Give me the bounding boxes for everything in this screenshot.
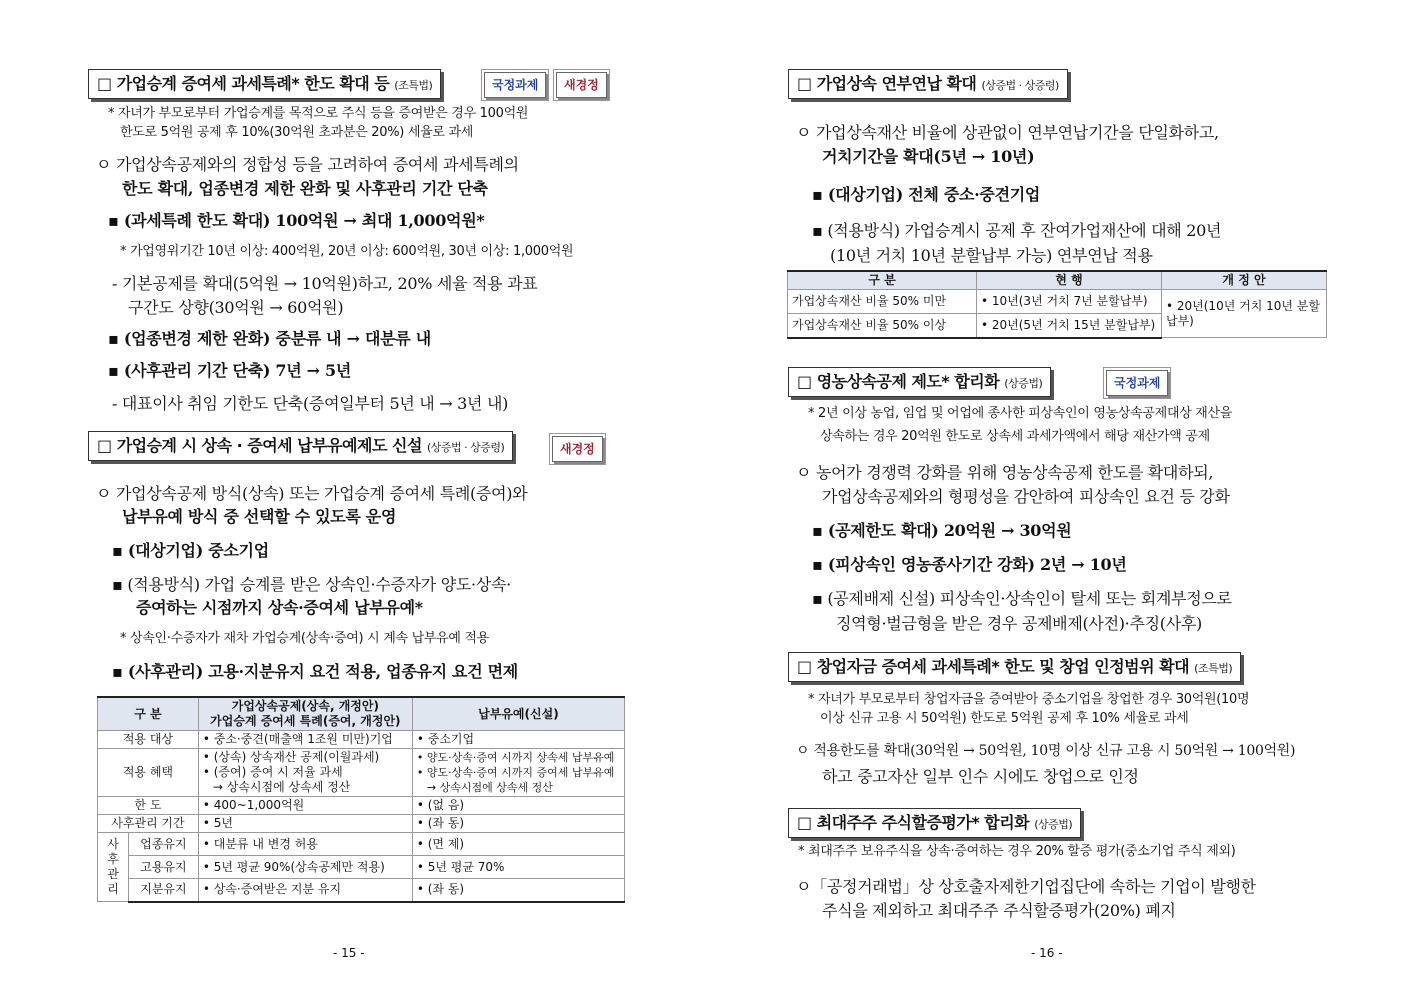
table-cell: • (없 음) xyxy=(412,797,624,815)
section-title-text: □ 가업승계 시 상속 · 증여세 납부유예제도 신설 xyxy=(97,436,422,455)
note-line: * 자녀가 부모로부터 가업승계를 목적으로 주식 등을 증여받은 경우 100억원 xyxy=(108,106,529,121)
paragraph-line: ㅇ「공정거래법」상 상호출자제한기업집단에 속하는 기업이 발행한 xyxy=(796,877,1256,896)
bullet-line: ▪ (업종변경 제한 완화) 중분류 내 → 대분류 내 xyxy=(108,329,431,348)
tag-new-economy: 새경정 xyxy=(556,72,607,98)
table-row xyxy=(98,879,625,902)
section-title-farming xyxy=(788,367,1051,397)
note-line: 한도로 5억원 공제 후 10%(30억원 초과분은 20%) 세율로 과세 xyxy=(120,125,474,140)
section-title-installment xyxy=(788,69,1068,99)
bullet-line: ▪ (적용방식) 가업 승계를 받은 상속인·수증자가 양도·상속· xyxy=(112,575,511,594)
section-title-gift-tax-special xyxy=(88,69,441,99)
table-header: 개 정 안 xyxy=(1162,271,1327,290)
table-row xyxy=(98,815,625,833)
note-line: * 2년 이상 농업, 임업 및 어업에 종사한 피상속인이 영농상속공제대상 재산을 xyxy=(808,406,1233,421)
installment-table xyxy=(787,270,1327,339)
paragraph-line: ㅇ 농어가 경쟁력 강화를 위해 영농상속공제 한도를 확대하되, xyxy=(796,463,1214,482)
table-row xyxy=(98,797,625,815)
table-cell: 고용유지 xyxy=(129,856,199,879)
section-title-payment-deferral xyxy=(88,431,513,461)
table-row xyxy=(98,749,625,797)
table-cell: 적용 대상 xyxy=(98,731,199,749)
table-row xyxy=(98,731,625,749)
table-cell: • 20년(10년 거치 10년 분할납부) xyxy=(1162,290,1327,338)
page-right xyxy=(700,0,1403,992)
paragraph-line: 가업상속공제와의 형평성을 감안하여 피상속인 요건 등 강화 xyxy=(822,487,1230,506)
bullet-line: ▪ (공제한도 확대) 20억원 → 30억원 xyxy=(812,521,1072,540)
table-cell: 적용 혜택 xyxy=(98,749,199,797)
table-row xyxy=(98,833,625,856)
paragraph-line: 납부유예 방식 중 선택할 수 있도록 운영 xyxy=(122,507,397,526)
bullet-line: ▪ (대상기업) 전체 중소·중견기업 xyxy=(812,185,1041,204)
header-line: 가업승계 증여세 특례(증여, 개정안) xyxy=(210,714,401,728)
note-line: 이상 신규 고용 시 50억원) 한도로 5억원 공제 후 10% 세율로 과세 xyxy=(820,711,1189,726)
section-title-text: □ 창업자금 증여세 과세특례* 한도 및 창업 인정범위 확대 xyxy=(797,657,1190,676)
table-cell: • 중소기업 xyxy=(412,731,624,749)
note-line: 상속하는 경우 20억원 한도로 상속세 과세가액에서 해당 재산가액 공제 xyxy=(820,429,1210,444)
section-law: (상증법) xyxy=(1004,377,1043,390)
note-line: * 가업영위기간 10년 이상: 400억원, 20년 이상: 600억원, 30년 이상: 1,000억원 xyxy=(120,244,574,259)
table-cell xyxy=(412,749,624,797)
page-number: - 15 - xyxy=(333,946,365,960)
table-cell: • (좌 동) xyxy=(412,879,624,902)
paragraph-line: ㅇ 가업상속재산 비율에 상관없이 연부연납기간을 단일화하고, xyxy=(796,123,1219,142)
paragraph-line: ㅇ 가업상속공제 방식(상속) 또는 가업승계 증여세 특례(증여)와 xyxy=(96,484,528,503)
paragraph-line: ㅇ 가업상속공제와의 정합성 등을 고려하여 증여세 과세특례의 xyxy=(96,155,519,174)
paragraph-line: 거치기간을 확대(5년 → 10년) xyxy=(822,147,1035,166)
dash-line: - 대표이사 취임 기한도 단축(증여일부터 5년 내 → 3년 내) xyxy=(112,394,509,413)
table-header: 구 분 xyxy=(788,271,977,290)
table-header: 구 분 xyxy=(98,697,199,731)
cell-line: • (상속) 상속재산 공제(이월과세) xyxy=(202,750,380,764)
table-header: 납부유예(신설) xyxy=(412,697,624,731)
table-cell: 한 도 xyxy=(98,797,199,815)
bullet-line: ▪ (과세특례 한도 확대) 100억원 → 최대 1,000억원* xyxy=(108,211,485,230)
cell-line: → 상속시점에 상속세 정산 xyxy=(212,780,351,794)
cell-line: • 양도·상속·증여 시까지 증여세 납부유예 xyxy=(416,766,615,779)
bullet-line: 증여하는 시점까지 상속·증여세 납부유예* xyxy=(136,598,423,617)
cell-line: • (증여) 증여 시 저율 과세 xyxy=(202,765,343,779)
section-law: (상증법 · 상증령) xyxy=(981,79,1059,92)
table-cell: 가업상속재산 비율 50% 미만 xyxy=(788,290,977,314)
table-row xyxy=(788,290,1327,314)
table-cell: • 20년(5년 거치 15년 분할납부) xyxy=(977,314,1162,338)
table-cell: • 중소·중견(매출액 1조원 미만)기업 xyxy=(198,731,412,749)
bullet-line: ▪ (피상속인 영농종사기간 강화) 2년 → 10년 xyxy=(812,555,1127,574)
table-cell: 사후관리 xyxy=(98,833,129,902)
section-law: (조특법) xyxy=(394,79,433,92)
comparison-table xyxy=(97,696,625,903)
bullet-line: ▪ (사후관리) 고용·지분유지 요건 적용, 업종유지 요건 면제 xyxy=(112,662,518,681)
table-cell: • 400~1,000억원 xyxy=(198,797,412,815)
section-law: (조특법) xyxy=(1194,662,1233,675)
table-cell: • 10년(3년 거치 7년 분할납부) xyxy=(977,290,1162,314)
bullet-line: ▪ (공제배제 신설) 피상속인·상속인이 탈세 또는 회계부정으로 xyxy=(812,589,1232,608)
table-row xyxy=(98,856,625,879)
paragraph-line: 주식을 제외하고 최대주주 주식할증평가(20%) 폐지 xyxy=(822,901,1176,920)
note-line: * 상속인·수증자가 재차 가업승계(상속·증여) 시 계속 납부유예 적용 xyxy=(120,631,489,646)
cell-line: → 상속시점에 상속세 정산 xyxy=(426,781,553,794)
bullet-line: 징역형·벌금형을 받은 경우 공제배제(사전)·추징(사후) xyxy=(836,614,1202,633)
section-law: (상증법 · 상증령) xyxy=(426,441,505,454)
dash-line: - 기본공제를 확대(5억원 → 10억원)하고, 20% 세율 적용 과표 xyxy=(112,274,538,293)
table-cell: 업종유지 xyxy=(129,833,199,856)
page-number: - 16 - xyxy=(1031,946,1063,960)
tag-national-task: 국정과제 xyxy=(484,72,546,98)
paragraph-line: 하고 중고자산 일부 인수 시에도 창업으로 인정 xyxy=(822,767,1139,786)
table-cell: • 대분류 내 변경 허용 xyxy=(198,833,412,856)
bullet-line: ▪ (적용방식) 가업승계시 공제 후 잔여가업재산에 대해 20년 xyxy=(812,221,1222,240)
section-title-text: □ 영농상속공제 제도* 합리화 xyxy=(797,372,1000,391)
table-cell: • 상속·증여받은 지분 유지 xyxy=(198,879,412,902)
table-header: 현 행 xyxy=(977,271,1162,290)
section-title-premium-valuation xyxy=(788,808,1081,838)
table-header xyxy=(198,697,412,731)
bullet-line: (10년 거치 10년 분할납부 가능) 연부연납 적용 xyxy=(830,246,1153,265)
header-line: 가업상속공제(상속, 개정안) xyxy=(231,699,379,713)
page-left xyxy=(0,0,700,992)
table-cell: • 5년 평균 90%(상속공제만 적용) xyxy=(198,856,412,879)
table-cell: 지분유지 xyxy=(129,879,199,902)
note-line: * 자녀가 부모로부터 창업자금을 증여받아 중소기업을 창업한 경우 30억원(10명 xyxy=(808,692,1250,707)
section-title-text: □ 가업상속 연부연납 확대 xyxy=(797,74,977,93)
section-title-startup xyxy=(788,652,1241,682)
note-line: * 최대주주 보유주식을 상속·증여하는 경우 20% 할증 평가(중소기업 주식 제외) xyxy=(798,844,1236,859)
tag-new-economy: 새경정 xyxy=(552,436,603,462)
table-cell: • (좌 동) xyxy=(412,815,624,833)
section-title-text: □ 가업승계 증여세 과세특례* 한도 확대 등 xyxy=(97,74,390,93)
table-cell: • 5년 xyxy=(198,815,412,833)
table-cell: • 5년 평균 70% xyxy=(412,856,624,879)
table-cell: • (면 제) xyxy=(412,833,624,856)
section-title-text: □ 최대주주 주식할증평가* 합리화 xyxy=(797,813,1030,832)
paragraph-line: ㅇ 적용한도를 확대(30억원 → 50억원, 10명 이상 신규 고용 시 50억원 → 100억원) xyxy=(796,743,1296,759)
section-law: (상증법) xyxy=(1034,818,1073,831)
bullet-line: ▪ (사후관리 기간 단축) 7년 → 5년 xyxy=(108,361,352,380)
table-cell: 가업상속재산 비율 50% 이상 xyxy=(788,314,977,338)
table-cell: 사후관리 기간 xyxy=(98,815,199,833)
cell-line: • 양도·상속·증여 시까지 상속세 납부유예 xyxy=(416,751,615,764)
table-cell xyxy=(198,749,412,797)
bullet-line: ▪ (대상기업) 중소기업 xyxy=(112,541,269,560)
paragraph-line: 한도 확대, 업종변경 제한 완화 및 사후관리 기간 단축 xyxy=(122,179,488,198)
dash-line: 구간도 상향(30억원 → 60억원) xyxy=(128,298,344,317)
tag-national-task: 국정과제 xyxy=(1106,370,1168,396)
